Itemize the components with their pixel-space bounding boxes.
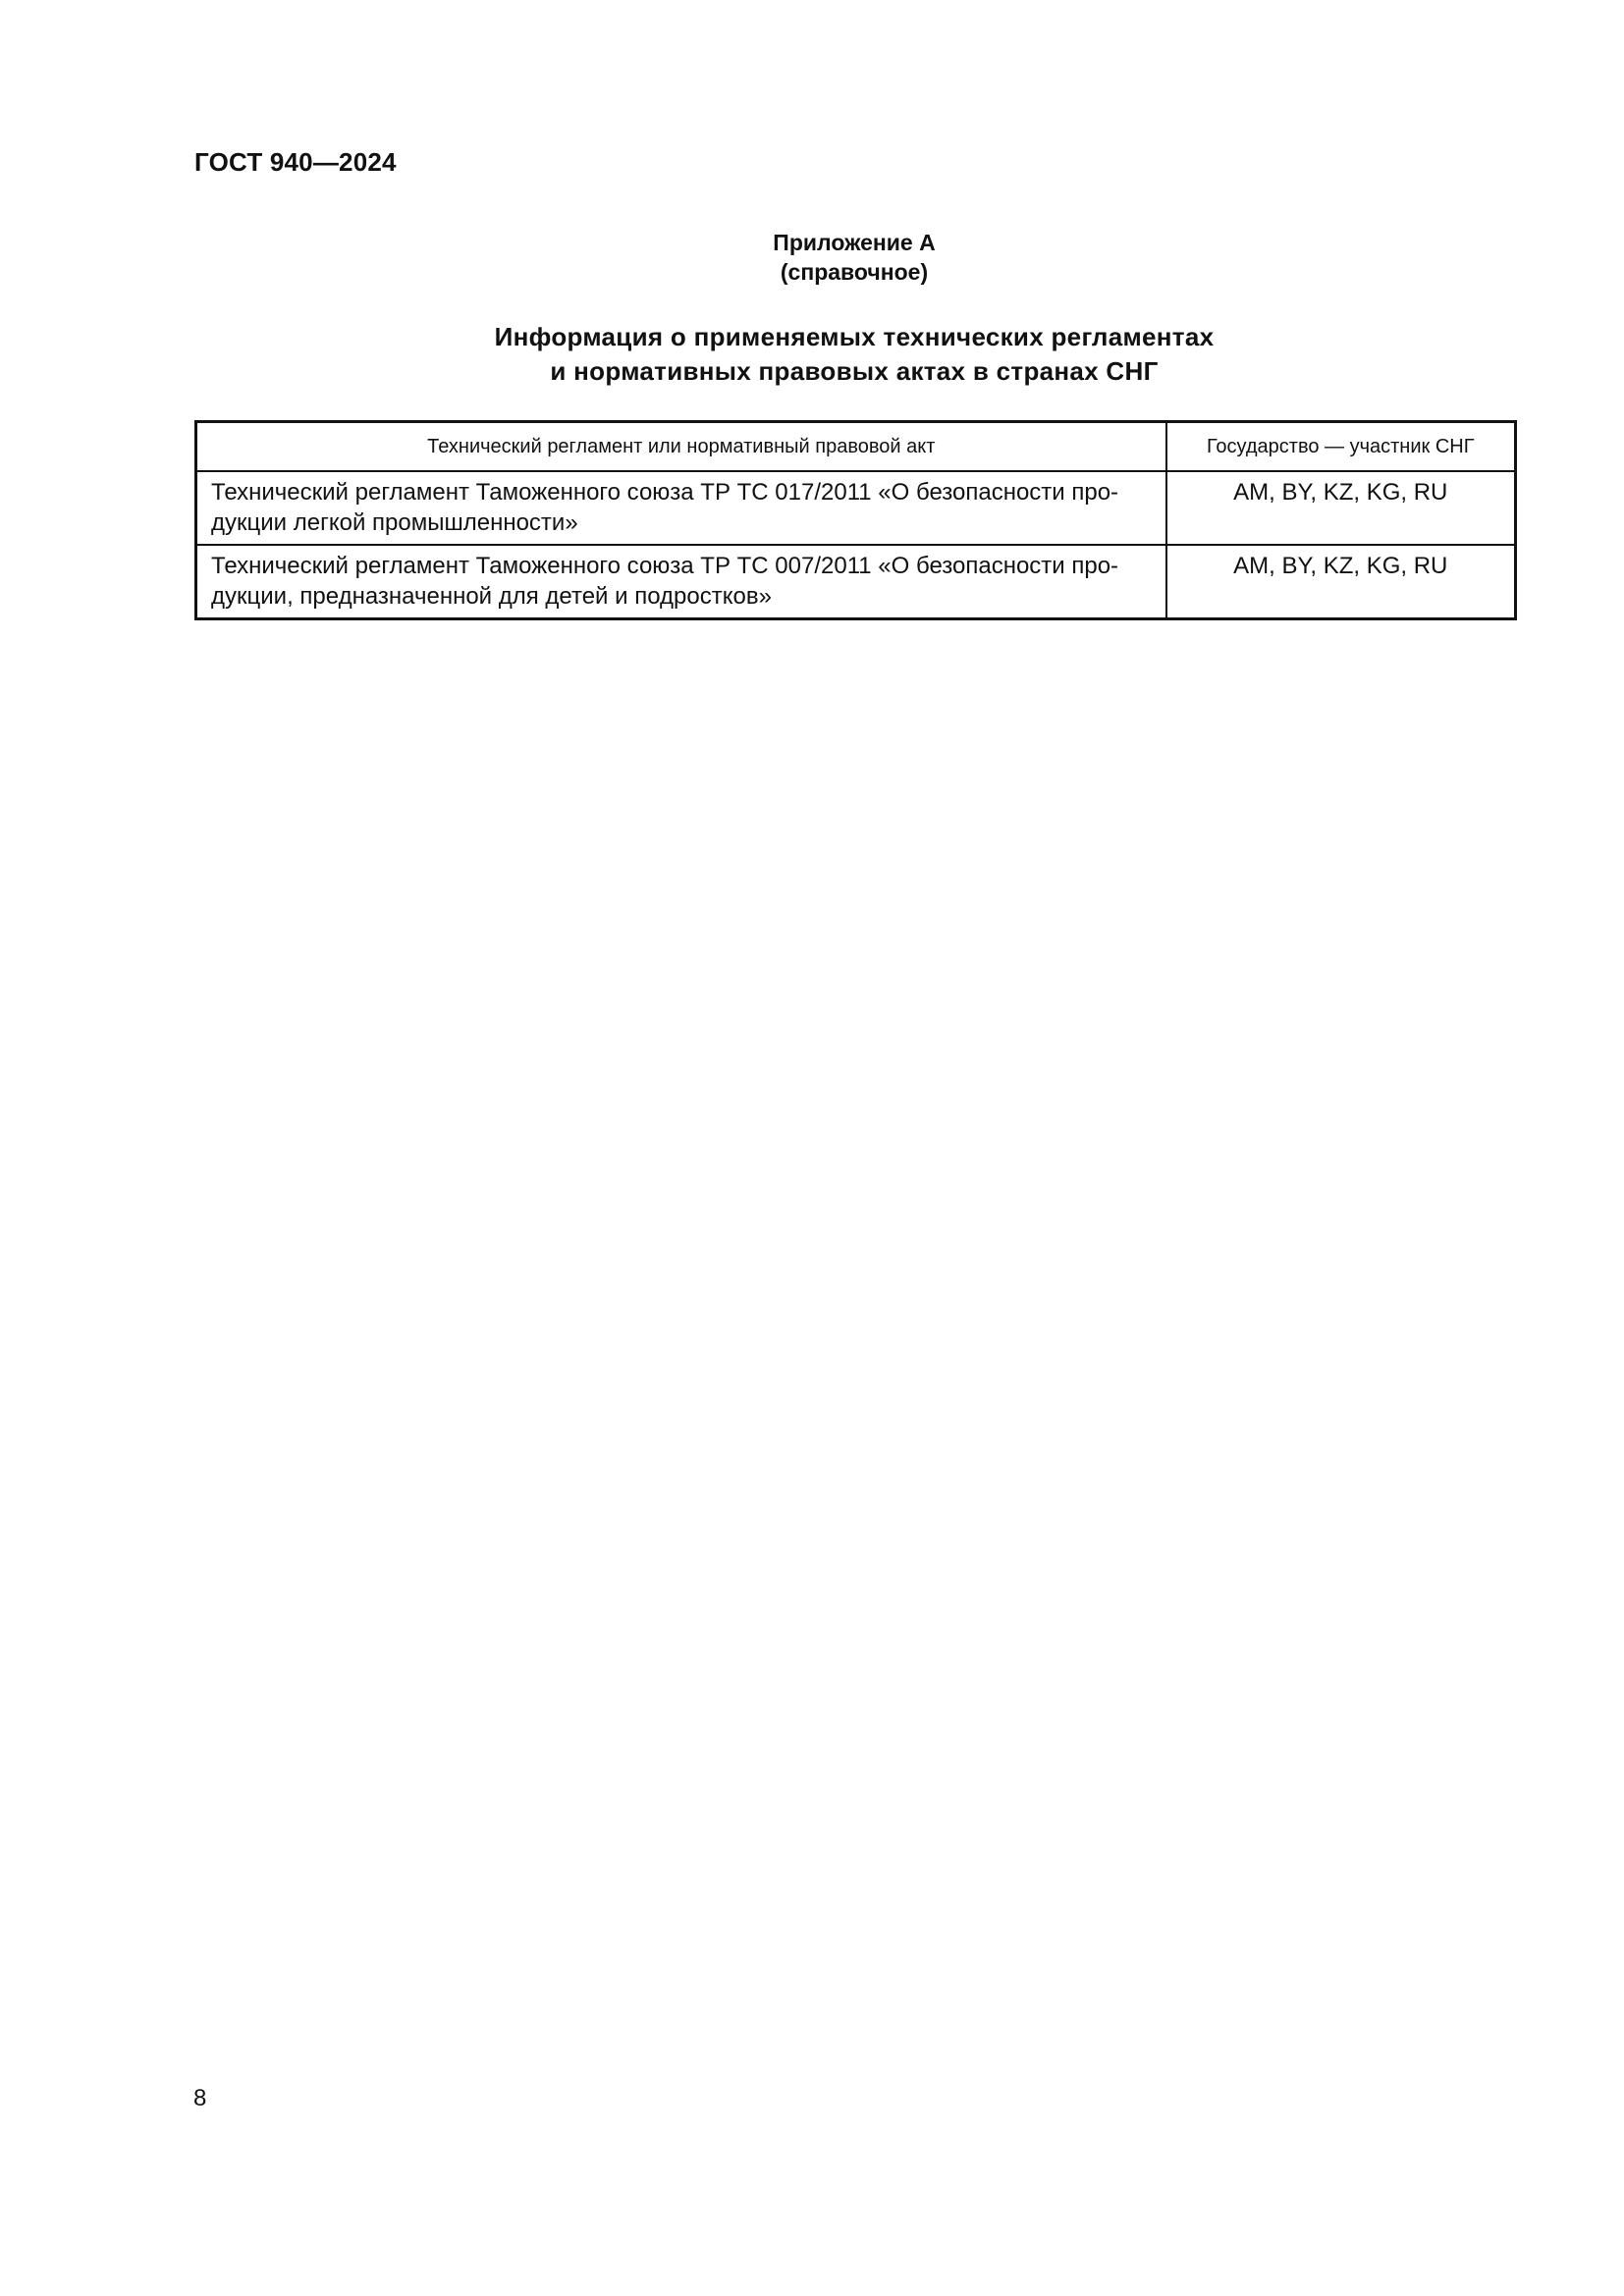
appendix-type: (справочное) [780, 259, 929, 285]
table-row [196, 471, 1516, 545]
act-text-line: Технический регламент Таможенного союза ТР ТС 007/2011 «О безопасности про- [211, 553, 1119, 579]
act-text-line: дукции легкой промышленности» [211, 509, 578, 536]
country-cell: AM, BY, KZ, KG, RU [1166, 471, 1516, 545]
regulations-table [194, 420, 1517, 620]
table-row [196, 545, 1516, 619]
act-text-line: Технический регламент Таможенного союза ТР ТС 017/2011 «О безопасности про- [211, 479, 1119, 506]
act-cell [196, 545, 1166, 619]
appendix-heading [0, 228, 1624, 287]
section-title-line1: Информация о применяемых технических регламентах [494, 322, 1215, 351]
page-number: 8 [193, 2085, 207, 2111]
act-cell [196, 471, 1166, 545]
document-code: ГОСТ 940—2024 [194, 147, 397, 177]
country-cell: AM, BY, KZ, KG, RU [1166, 545, 1516, 619]
column-header-country: Государство — участник СНГ [1166, 422, 1516, 472]
section-title-line2: и нормативных правовых актах в странах СНГ [550, 356, 1159, 386]
act-text-line: дукции, предназначенной для детей и подростков» [211, 583, 772, 610]
column-header-act: Технический регламент или нормативный правовой акт [196, 422, 1166, 472]
section-title [0, 320, 1624, 389]
appendix-label: Приложение А [773, 230, 936, 255]
table-header-row [196, 422, 1516, 472]
